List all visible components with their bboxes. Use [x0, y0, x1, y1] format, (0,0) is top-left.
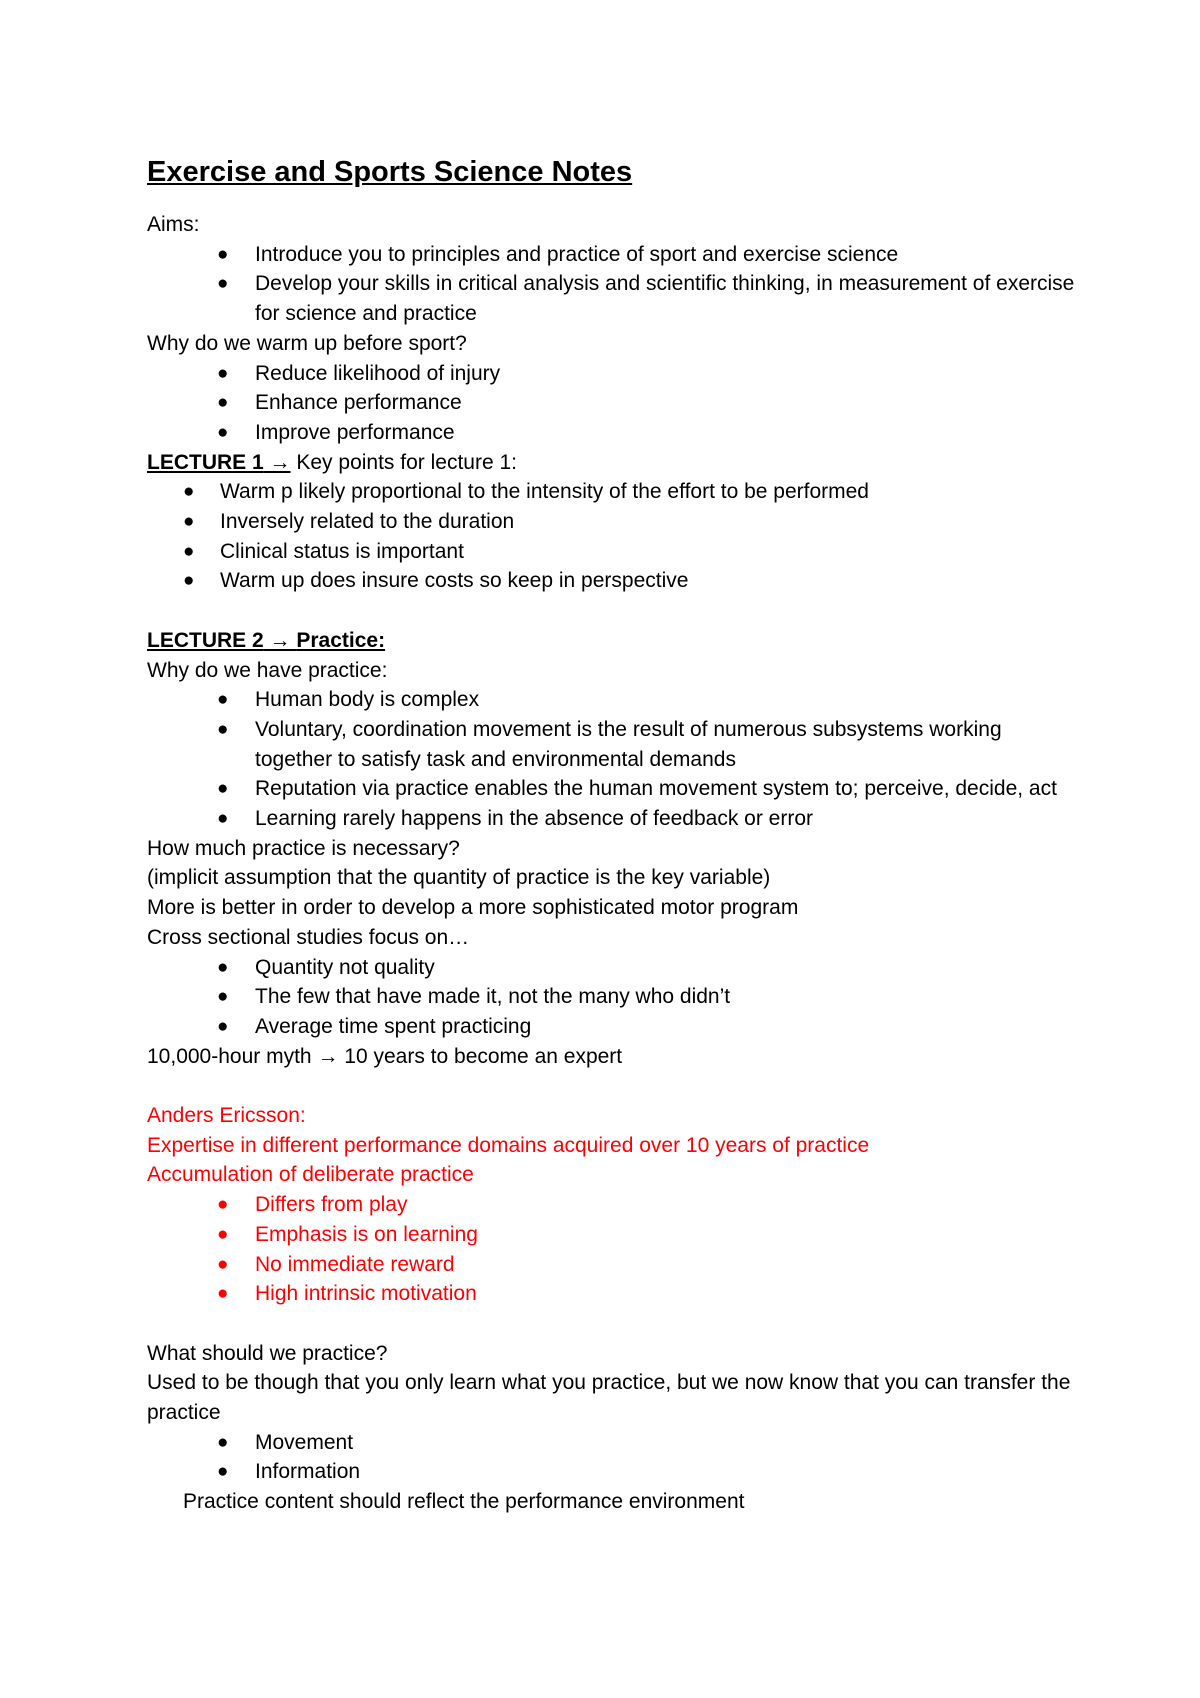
list-item: ● Enhance performance [147, 388, 1077, 418]
list-item: ● Movement [147, 1428, 1077, 1458]
arrow-icon: → [317, 1044, 339, 1068]
bullet-icon: ● [217, 243, 229, 265]
bullet-icon: ● [217, 986, 229, 1008]
aims-heading: Aims: [147, 213, 200, 236]
list-item: ● Inversely related to the duration [147, 507, 1077, 537]
bullet-icon: ● [217, 1431, 229, 1453]
what-practice-list [147, 1428, 1077, 1487]
what-practice-question: What should we practice? [147, 1341, 388, 1365]
implicit-assumption: (implicit assumption that the quantity of practice is the key variable) [147, 866, 771, 890]
document-page [147, 150, 1077, 1517]
why-practice-list [147, 685, 1077, 834]
list-item: ● Improve performance [147, 418, 1077, 448]
bullet-icon: ● [217, 689, 229, 711]
more-is-better: More is better in order to develop a more sophisticated motor program [147, 896, 799, 920]
bullet-icon: ● [217, 1283, 229, 1305]
bullet-icon: ● [217, 1015, 229, 1037]
bullet-icon: ● [217, 956, 229, 978]
list-item: ● Differs from play [147, 1190, 1077, 1220]
list-item: ● Reputation via practice enables the human movement system to; perceive, decide, act [147, 774, 1077, 804]
ericsson-list [147, 1190, 1077, 1309]
bullet-icon: ● [217, 1194, 229, 1216]
arrow-icon: → [269, 628, 291, 652]
bullet-icon: ● [183, 511, 195, 533]
list-item: ● Reduce likelihood of injury [147, 359, 1077, 389]
list-item: ● The few that have made it, not the many who didn’t [147, 982, 1077, 1012]
list-item: ● Learning rarely happens in the absence of feedback or error [147, 804, 1077, 834]
bullet-icon: ● [217, 778, 229, 800]
bullet-icon: ● [217, 421, 229, 443]
list-item: ● Emphasis is on learning [147, 1220, 1077, 1250]
warmup-question: Why do we warm up before sport? [147, 331, 467, 355]
bullet-icon: ● [217, 718, 229, 740]
bullet-icon: ● [217, 273, 229, 295]
hour-myth-line: 10,000-hour myth → 10 years to become an expert [147, 1044, 623, 1068]
why-practice-question: Why do we have practice: [147, 658, 388, 682]
bullet-icon: ● [183, 540, 195, 562]
how-much-question: How much practice is necessary? [147, 836, 460, 860]
list-item: ● Develop your skills in critical analysis and scientific thinking, in measurement of exercise for science and practice [147, 269, 1077, 328]
list-item: ● Warm up does insure costs so keep in perspective [147, 566, 1077, 596]
list-item: ● Warm p likely proportional to the intensity of the effort to be performed [147, 477, 1077, 507]
bullet-icon: ● [183, 481, 195, 503]
lecture2-heading [147, 626, 1077, 656]
list-item: ● No immediate reward [147, 1250, 1077, 1280]
arrow-icon: → [269, 450, 291, 474]
ericsson-heading: Anders Ericsson: [147, 1104, 306, 1128]
what-practice-closing: Practice content should reflect the performance environment [183, 1490, 745, 1514]
bullet-icon: ● [217, 1461, 229, 1483]
warmup-list [147, 359, 1077, 448]
list-item: ● High intrinsic motivation [147, 1279, 1077, 1309]
bullet-icon: ● [183, 570, 195, 592]
list-item: ● Information [147, 1457, 1077, 1487]
list-item: ● Average time spent practicing [147, 1012, 1077, 1042]
list-item: ● Clinical status is important [147, 537, 1077, 567]
lecture1-title: Key points for lecture 1: [296, 450, 517, 474]
bullet-icon: ● [217, 362, 229, 384]
bullet-icon: ● [217, 392, 229, 414]
cross-sectional-list [147, 953, 1077, 1042]
document-title: Exercise and Sports Science Notes [147, 156, 633, 188]
lecture2-title: Practice: [296, 628, 386, 652]
cross-sectional-heading: Cross sectional studies focus on… [147, 925, 470, 949]
bullet-icon: ● [217, 808, 229, 830]
bullet-icon: ● [217, 1223, 229, 1245]
ericsson-line-1: Expertise in different performance domains acquired over 10 years of practice [147, 1133, 870, 1157]
list-item: ● Human body is complex [147, 685, 1077, 715]
bullet-icon: ● [217, 1253, 229, 1275]
lecture1-label: LECTURE 1 [147, 450, 264, 474]
what-practice-text: Used to be though that you only learn what you practice, but we now know that you can transfer the practice [147, 1371, 1071, 1425]
list-item: ● Introduce you to principles and practice of sport and exercise science [147, 240, 1077, 270]
lecture1-list [147, 477, 1077, 596]
ericsson-line-2: Accumulation of deliberate practice [147, 1163, 474, 1187]
aims-list [147, 240, 1077, 329]
lecture2-label: LECTURE 2 [147, 628, 264, 652]
lecture1-heading [147, 448, 1077, 478]
list-item: ● Voluntary, coordination movement is the result of numerous subsystems working together to satisfy task and environmental demands [147, 715, 1077, 774]
list-item: ● Quantity not quality [147, 953, 1077, 983]
